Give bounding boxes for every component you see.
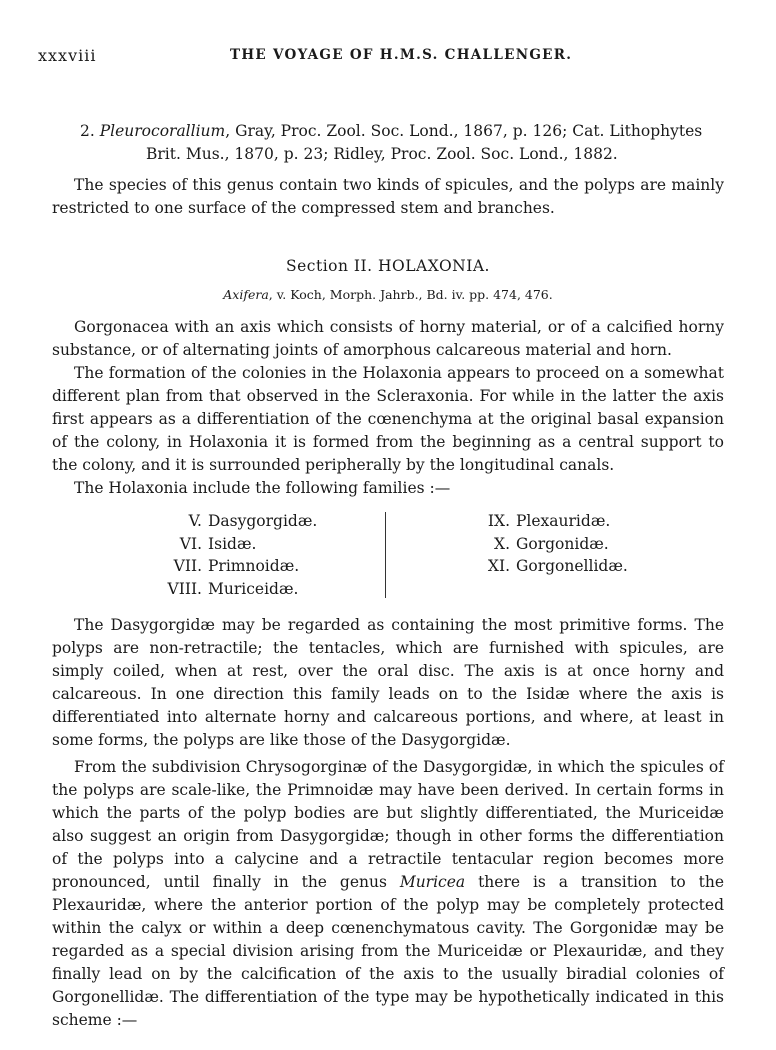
- family-item: [130, 555, 330, 578]
- family-name: Gorgonidæ.: [516, 534, 609, 553]
- paragraph-1: Gorgonacea with an axis which consists of horny material, or of a calcified horny substance, or of alternating joints of amorphous calcareous material and horn.: [52, 318, 724, 359]
- family-name: Dasygorgidæ.: [208, 512, 318, 530]
- paragraph-5: [52, 756, 724, 1032]
- section-intro: [52, 316, 724, 500]
- genus-name: Pleurocorallium: [99, 122, 226, 140]
- section-subtitle-italic: Axifera: [223, 287, 269, 302]
- family-name: Muriceidæ.: [208, 579, 299, 598]
- paragraph-4: The Dasygorgidæ may be regarded as containing the most primitive forms. The polyps are non-retractile; the tentacles, which are furnished with spicules, are simply coiled, when at rest, over the oral disc. The axis is at once horny and calcareous. In one direction this family leads on to the Isidæ where the axis is differentiated into alternate horny and calcareous portions, and where, at least in some forms, the polyps are like those of the Dasygorgidæ.: [52, 616, 724, 749]
- genus-reference: [80, 120, 726, 166]
- family-item: [130, 578, 330, 601]
- genus-description-text: The species of this genus contain two kinds of spicules, and the polyps are mainly restricted to one surface of the compressed stem and branches.: [52, 176, 724, 217]
- family-number: X.: [494, 534, 510, 553]
- paragraph-5-part-b: there is a transition to the Plexauridæ, where the anterior portion of the polyp may be completely protected within the calyx or within a deep cœnenchymatous cavity. The Gorgonidæ may be regarded as a special division arising from the Muriceidæ or Plexauridæ, and they finally lead on by the calcification of the axis to the usually biradial colonies of Gorgonellidæ. The differentiation of the type may be hypothetically indicated in this scheme :—: [52, 873, 724, 1029]
- family-number: VIII.: [167, 579, 202, 598]
- section-subtitle-rest: , v. Koch, Morph. Jahrb., Bd. iv. pp. 474, 476.: [268, 287, 553, 302]
- families-right-column: [450, 510, 650, 578]
- family-number: VII.: [173, 557, 202, 575]
- families-left-column: [130, 510, 330, 600]
- family-item: [450, 533, 650, 556]
- family-name: Plexauridæ.: [516, 512, 611, 530]
- family-item: [450, 510, 650, 533]
- section-title: Section II. HOLAXONIA.: [286, 257, 490, 275]
- genus-description: [52, 174, 724, 220]
- genus-ref-line1: , Gray, Proc. Zool. Soc. Lond., 1867, p. 126; Cat. Lithophytes: [225, 122, 703, 140]
- family-name: Gorgonellidæ.: [516, 557, 628, 575]
- paragraph-3: The Holaxonia include the following families :—: [74, 479, 451, 497]
- family-name: Primnoidæ.: [208, 557, 300, 575]
- family-number: VI.: [179, 534, 202, 553]
- column-divider: [385, 512, 386, 598]
- discussion: [52, 614, 724, 1032]
- paragraph-2: The formation of the colonies in the Holaxonia appears to proceed on a somewhat different plan from that observed in the Scleraxonia. For while in the latter the axis first appears as a differentiation of the cœnenchyma at the original basal expansion of the colony, in Holaxonia it is formed from the beginning as a central support to the colony, and it is surrounded peripherally by the longitudinal canals.: [52, 364, 724, 474]
- page-header: [38, 46, 738, 70]
- families-list: [130, 510, 650, 598]
- genus-muricea: Muricea: [399, 873, 466, 891]
- family-number: IX.: [487, 512, 510, 530]
- family-item: [130, 510, 330, 533]
- genus-ref-line2: Brit. Mus., 1870, p. 23; Ridley, Proc. Zool. Soc. Lond., 1882.: [146, 145, 618, 163]
- paragraph-5-part-a: From the subdivision Chrysogorginæ of the Dasygorgidæ, in which the spicules of the polyps are scale-like, the Primnoidæ may have been derived. In certain forms in which the parts of the polyp bodies are but slightly differentiated, the Muriceidæ also suggest an origin from Dasygorgidæ; though in other forms the differentiation of the polyps into a calycine and a retractile tentacular region becomes more pronounced, until finally in the genus: [52, 758, 724, 891]
- family-number: V.: [188, 512, 202, 530]
- genus-ref-number: 2.: [80, 122, 95, 140]
- family-name: Isidæ.: [208, 534, 257, 553]
- section-subtitle: [0, 287, 776, 302]
- family-item: [130, 533, 330, 556]
- family-item: [450, 555, 650, 578]
- running-title: THE VOYAGE OF H.M.S. CHALLENGER.: [230, 47, 573, 63]
- page-number: xxxviii: [38, 46, 97, 65]
- family-number: XI.: [487, 557, 510, 575]
